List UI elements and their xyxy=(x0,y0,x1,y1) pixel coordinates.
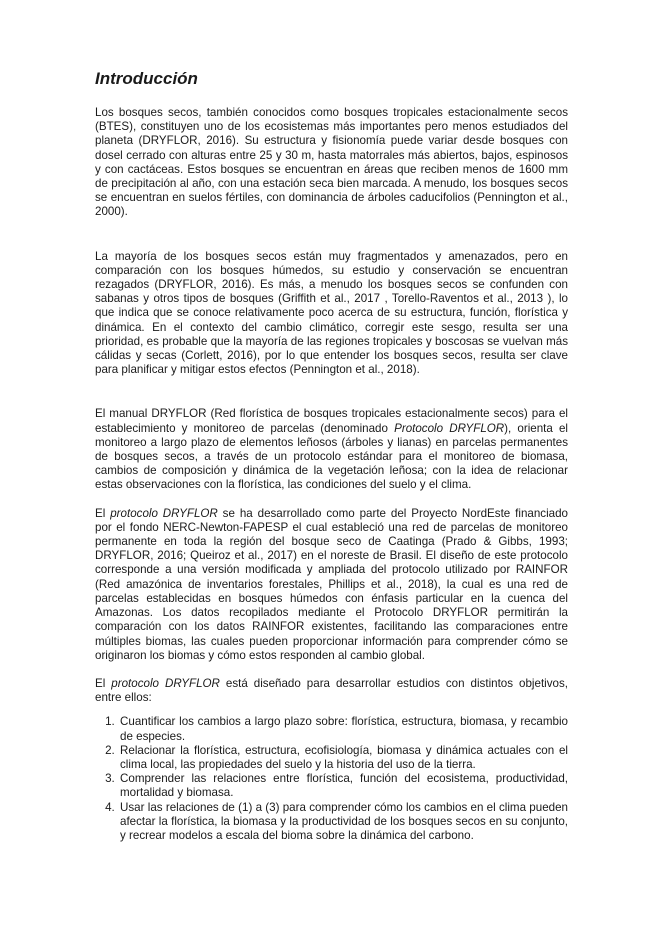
italic-term: Protocolo DRYFLOR xyxy=(394,421,505,435)
paragraph-protocol-origin xyxy=(95,507,568,663)
list-item: 2. Relacionar la florística, estructura, ecofisiología, biomasa y dinámica actuales con el clima local, las propiedades del suelo y la historia del uso de la tierra. xyxy=(118,744,568,772)
text-run: está diseñado para desarrollar estudios con distintos objetivos, entre ellos: xyxy=(95,676,568,705)
text-run: ), orienta el monitoreo a largo plazo de elementos leñosos (árboles y lianas) en parcelas permanentes de bosques secos, a través de un protocolo estándar para el monitoreo de biomasa, cambios de composición y dinámica de la vegetación leñosa; con la idea de relacionar estas observaciones con la florística, las condiciones del suelo y el clima. xyxy=(95,421,568,492)
paragraph-objectives-lead xyxy=(95,677,568,705)
list-item: 4. Usar las relaciones de (1) a (3) para comprender cómo los cambios en el clima pueden afectar la florística, la biomasa y la productividad de los bosques secos en su conjunto, y recrear modelos a escala del bioma sobre la dinámica del carbono. xyxy=(118,801,568,844)
section-title: Introducción xyxy=(95,69,198,88)
paragraph-dryflor-manual xyxy=(95,407,568,492)
paragraph-dry-forests-intro: Los bosques secos, también conocidos como bosques tropicales estacionalmente secos (BTES), constituyen uno de los ecosistemas más importantes pero menos estudiados del planeta (DRYFLOR, 2016). Su estructura y fisionomía puede variar desde bosques con dosel cerrado con alturas entre 25 y 30 m, hasta matorrales más abiertos, bajos, espinosos y con cactáceas. Estos bosques se encuentran en áreas que reciben menos de 1600 mm de precipitación al año, con una estación seca bien marcada. A menudo, los bosques secos se encuentran en suelos fértiles, con dominancia de árboles caducifolios (Pennington et al., 2000). xyxy=(95,106,568,219)
objectives-list xyxy=(95,715,568,843)
italic-term: protocolo DRYFLOR xyxy=(111,676,220,690)
text-run: El manual DRYFLOR (Red florística de bosques tropicales estacionalmente secos) para el establecimiento y monitoreo de parcelas (denominado xyxy=(95,407,568,435)
italic-term: protocolo DRYFLOR xyxy=(110,506,218,520)
text-run: El xyxy=(95,506,111,520)
paragraph-fragmentation: La mayoría de los bosques secos están muy fragmentados y amenazados, pero en comparación con los bosques húmedos, su estudio y conservación se encuentran rezagados (DRYFLOR, 2016). Es más, a menudo los bosques secos se confunden con sabanas y otros tipos de bosques (Griffith et al., 2017 , Torello-Raventos et al., 2013 ), lo que indica que se conoce relativamente poco acerca de su estructura, función, florística y dinámica. En el contexto del cambio climático, corregir este sesgo, resulta ser una prioridad, es probable que la mayoría de las regiones tropicales y boscosas se vuelvan más cálidas y secas (Corlett, 2016), por lo que entender los bosques secos, resulta ser clave para planificar y mitigar estos efectos (Pennington et al., 2018). xyxy=(95,249,568,377)
list-item: 1. Cuantificar los cambios a largo plazo sobre: florística, estructura, biomasa, y recambio de especies. xyxy=(118,715,568,743)
text-run: El xyxy=(95,676,112,690)
text-run: se ha desarrollado como parte del Proyecto NordEste financiado por el fondo NERC-Newton-FAPESP el cual estableció una red de parcelas de monitoreo permanente en toda la región del bosque seco de Caatinga (Prado & Gibbs, 1993; DRYFLOR, 2016; Queiroz et al., 2017) en el noreste de Brasil. El diseño de este protocolo corresponde a una versión modificada y ampliada del protocolo utilizado por RAINFOR (Red amazónica de inventarios forestales, Phillips et al., 2018), la cual es una red de parcelas establecidas en bosques húmedos con énfasis particular en la cuenca del Amazonas. Los datos recopilados mediante el Protocolo DRYFLOR permitirán la comparación con los datos RAINFOR existentes, facilitando las comparaciones entre múltiples biomas, las cuales pueden proporcionar información para comprender cómo se originaron los biomas y cómo estos responden al cambio global. xyxy=(95,506,568,662)
list-item: 3. Comprender las relaciones entre florística, función del ecosistema, productividad, mortalidad y biomasa. xyxy=(118,772,568,800)
